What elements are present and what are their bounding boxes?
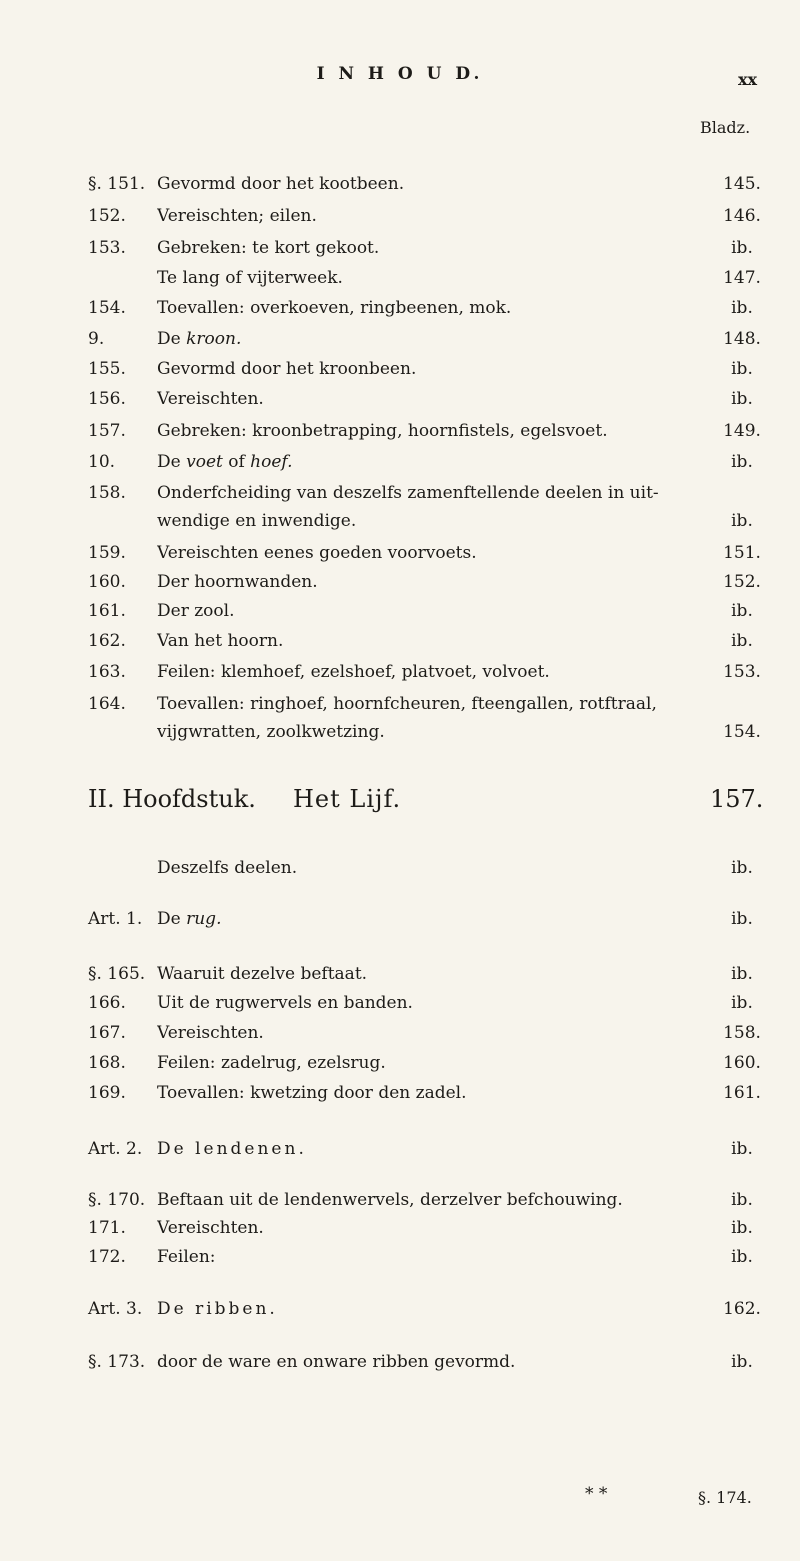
entry-text: vijgwratten, zoolkwetzing. xyxy=(157,722,385,742)
entry-text: door de ware en onware ribben gevormd. xyxy=(157,1352,516,1372)
entry-page: 162. xyxy=(723,1299,761,1319)
toc-entry xyxy=(0,961,800,987)
entry-text: Gevormd door het kroonbeen. xyxy=(157,359,417,379)
entry-number: §. 165. xyxy=(88,964,146,984)
toc-entry xyxy=(0,326,800,352)
toc-entry xyxy=(0,569,800,595)
toc-entry xyxy=(0,598,800,624)
toc-entry xyxy=(0,203,800,229)
entry-page: 154. xyxy=(723,722,761,742)
entry-page: ib. xyxy=(731,452,753,472)
entry-page: ib. xyxy=(731,993,753,1013)
entry-page: ib. xyxy=(731,298,753,318)
toc-entry xyxy=(0,1020,800,1046)
entry-number: 157. xyxy=(88,421,126,441)
entry-text: Vereischten. xyxy=(157,1023,264,1043)
chapter-label: II. Hoofdstuk. xyxy=(88,785,256,813)
entry-page: 145. xyxy=(723,174,761,194)
entry-page: ib. xyxy=(731,909,753,929)
entry-text: Beftaan uit de lendenwervels, derzelver befchouwing. xyxy=(157,1190,623,1210)
entry-number: Art. 1. xyxy=(88,909,143,929)
entry-page: 153. xyxy=(723,662,761,682)
entry-number: 154. xyxy=(88,298,126,318)
entry-page: ib. xyxy=(731,631,753,651)
running-head: I N H O U D. xyxy=(316,64,484,84)
entry-number: 160. xyxy=(88,572,126,592)
entry-page: 158. xyxy=(723,1023,761,1043)
toc-entry xyxy=(0,1296,800,1322)
chapter-page: 157. xyxy=(710,785,764,813)
toc-entry xyxy=(0,719,800,745)
entry-text: De rug. xyxy=(157,909,222,929)
entry-number: Art. 3. xyxy=(88,1299,143,1319)
entry-text: Van het hoorn. xyxy=(157,631,284,651)
entry-page: ib. xyxy=(731,238,753,258)
entry-page: ib. xyxy=(731,1352,753,1372)
entry-page: 148. xyxy=(723,329,761,349)
entry-number: §. 173. xyxy=(88,1352,146,1372)
entry-text: Gevormd door het kootbeen. xyxy=(157,174,405,194)
toc-entry xyxy=(0,1136,800,1162)
entry-number: 166. xyxy=(88,993,126,1013)
entry-page: ib. xyxy=(731,389,753,409)
entry-number: 169. xyxy=(88,1083,126,1103)
entry-page: ib. xyxy=(731,1247,753,1267)
entry-page: ib. xyxy=(731,359,753,379)
entry-page: ib. xyxy=(731,1139,753,1159)
toc-entry xyxy=(0,855,800,881)
chapter-heading xyxy=(60,782,780,816)
entry-number: 172. xyxy=(88,1247,126,1267)
entry-number: Art. 2. xyxy=(88,1139,143,1159)
entry-text: Feilen: zadelrug, ezelsrug. xyxy=(157,1053,386,1073)
entry-page: 152. xyxy=(723,572,761,592)
toc-entry xyxy=(0,295,800,321)
toc-entry xyxy=(0,508,800,534)
entry-text: Gebreken: kroonbetrapping, hoornfistels, egelsvoet. xyxy=(157,421,608,441)
entry-number: 10. xyxy=(88,452,116,472)
entry-page: 149. xyxy=(723,421,761,441)
toc-entry xyxy=(0,171,800,197)
entry-number: 153. xyxy=(88,238,126,258)
toc-entry xyxy=(0,265,800,291)
entry-page: ib. xyxy=(731,601,753,621)
entry-text: wendige en inwendige. xyxy=(157,511,357,531)
entry-number: 163. xyxy=(88,662,126,682)
toc-entry xyxy=(0,628,800,654)
entry-number: 156. xyxy=(88,389,126,409)
toc-entry xyxy=(0,356,800,382)
entry-page: ib. xyxy=(731,858,753,878)
entry-number: 161. xyxy=(88,601,126,621)
toc-entry xyxy=(0,1050,800,1076)
entry-text: De kroon. xyxy=(157,329,242,349)
entry-text: Feilen: xyxy=(157,1247,216,1267)
toc-entry xyxy=(0,235,800,261)
toc-entry xyxy=(0,990,800,1016)
entry-text: Toevallen: ringhoef, hoornfcheuren, fteengallen, rotftraal, xyxy=(157,694,657,714)
entry-number: §. 170. xyxy=(88,1190,146,1210)
entry-number: 168. xyxy=(88,1053,126,1073)
toc-entry xyxy=(0,1187,800,1213)
entry-number: 155. xyxy=(88,359,126,379)
entry-text: Vereischten. xyxy=(157,389,264,409)
entry-page: ib. xyxy=(731,1218,753,1238)
toc-entry xyxy=(0,449,800,475)
entry-text: Vereischten. xyxy=(157,1218,264,1238)
toc-entry xyxy=(0,1080,800,1106)
entry-number: 162. xyxy=(88,631,126,651)
signature-mark: * * xyxy=(585,1484,608,1504)
entry-text: De voet of hoef. xyxy=(157,452,293,472)
entry-number: 9. xyxy=(88,329,105,349)
entry-text: Feilen: klemhoef, ezelshoef, platvoet, volvoet. xyxy=(157,662,550,682)
entry-page: 146. xyxy=(723,206,761,226)
entry-page: 161. xyxy=(723,1083,761,1103)
toc-entry xyxy=(0,691,800,717)
entry-text: Deszelfs deelen. xyxy=(157,858,298,878)
entry-page: 147. xyxy=(723,268,761,288)
entry-text: Vereischten; eilen. xyxy=(157,206,317,226)
entry-number: 152. xyxy=(88,206,126,226)
entry-number: 167. xyxy=(88,1023,126,1043)
toc-entry xyxy=(0,906,800,932)
toc-entry xyxy=(0,540,800,566)
entry-text: Toevallen: kwetzing door den zadel. xyxy=(157,1083,467,1103)
entry-text: Der zool. xyxy=(157,601,235,621)
toc-entry xyxy=(0,480,800,506)
entry-text: De lendenen. xyxy=(157,1139,307,1159)
entry-page: 160. xyxy=(723,1053,761,1073)
entry-page: 151. xyxy=(723,543,761,563)
toc-entry xyxy=(0,386,800,412)
entry-text: Der hoornwanden. xyxy=(157,572,318,592)
entry-page: ib. xyxy=(731,964,753,984)
entry-text: Gebreken: te kort gekoot. xyxy=(157,238,380,258)
entry-text: Vereischten eenes goeden voorvoets. xyxy=(157,543,477,563)
bladz-column-label: Bladz. xyxy=(700,118,751,137)
entry-text: Te lang of vijterweek. xyxy=(157,268,343,288)
toc-entry xyxy=(0,418,800,444)
entry-number: 159. xyxy=(88,543,126,563)
entry-text: Toevallen: overkoeven, ringbeenen, mok. xyxy=(157,298,512,318)
entry-text: Uit de rugwervels en banden. xyxy=(157,993,413,1013)
entry-number: §. 151. xyxy=(88,174,146,194)
entry-number: 164. xyxy=(88,694,126,714)
entry-text: De ribben. xyxy=(157,1299,278,1319)
toc-entry xyxy=(0,1349,800,1375)
entry-page: ib. xyxy=(731,511,753,531)
toc-entry xyxy=(0,1244,800,1270)
entry-number: 171. xyxy=(88,1218,126,1238)
toc-entry xyxy=(0,1215,800,1241)
toc-entry xyxy=(0,659,800,685)
chapter-title: Het Lijf. xyxy=(293,785,402,813)
page-number: xx xyxy=(738,70,758,89)
entry-page: ib. xyxy=(731,1190,753,1210)
entry-text: Onderfcheiding van deszelfs zamenftellende deelen in uit- xyxy=(157,483,659,503)
catchword: §. 174. xyxy=(698,1488,752,1507)
entry-number: 158. xyxy=(88,483,126,503)
entry-text: Waaruit dezelve beftaat. xyxy=(157,964,368,984)
